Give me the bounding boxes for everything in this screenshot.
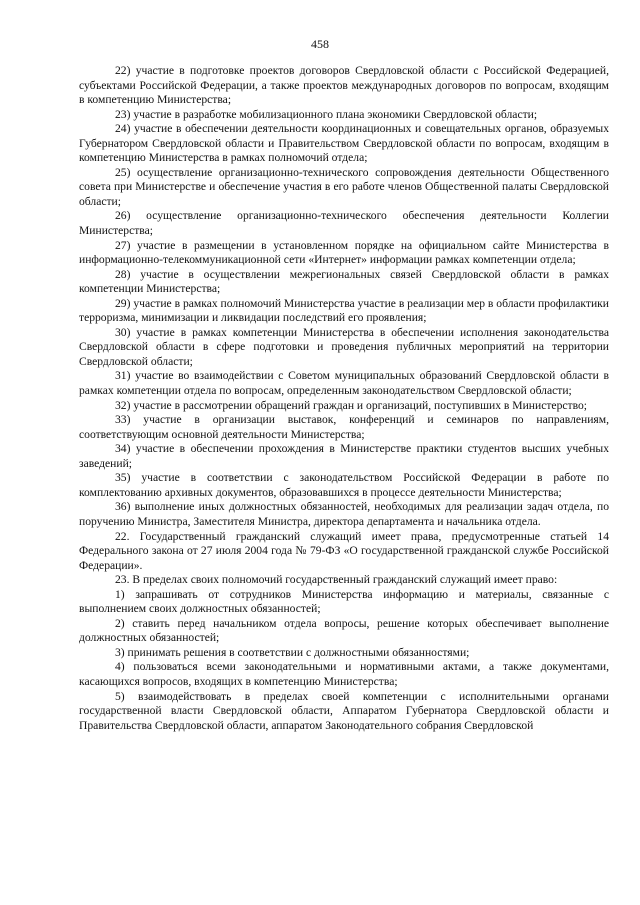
paragraph-item-27: 27) участие в размещении в установленном порядке на официальном сайте Министерства в информационно-телекоммуникационной сети «Интернет» информации рамках компетенции отдела; xyxy=(79,238,609,267)
paragraph-item-25: 25) осуществление организационно-технического сопровождения деятельности Общественного совета при Министерстве и обеспечение участия в его работе членов Общественной палаты Свердловской области; xyxy=(79,165,609,208)
paragraph-item-28: 28) участие в осуществлении межрегиональных связей Свердловской области в рамках компетенции Министерства; xyxy=(79,267,609,296)
paragraph-item-30: 30) участие в рамках компетенции Министерства в обеспечении исполнения законодательства Свердловской области в сфере подготовки и проведения публичных мероприятий на территории Свердловской области; xyxy=(79,325,609,368)
paragraph-item-31: 31) участие во взаимодействии с Советом муниципальных образований Свердловской области в рамках компетенции отдела по вопросам, определенным законодательством Свердловской области; xyxy=(79,369,609,398)
paragraph-item-24: 24) участие в обеспечении деятельности координационных и совещательных органов, образуемых Губернатором Свердловской области и Правительством Свердловской области по вопросам, входящим в компетенцию Министерства в рамках полномочий отдела; xyxy=(79,122,609,165)
paragraph-item-23: 23) участие в разработке мобилизационного плана экономики Свердловской области; xyxy=(115,107,538,121)
paragraph-item-36: 36) выполнение иных должностных обязанностей, необходимых для реализации задач отдела, по поручению Министра, Заместителя Министра, директора департамента и начальника отдела. xyxy=(79,500,609,528)
document-body xyxy=(79,64,609,733)
right-item-5: 5) взаимодействовать в пределах своей компетенции с исполнительными органами государственной власти Свердловской области, Аппаратом Губернатора Свердловской области и Правительства Свердловской области, аппаратом Законодательного собрания Свердловской xyxy=(79,689,609,732)
page-number: 458 xyxy=(311,37,329,51)
paragraph-item-34: 34) участие в обеспечении прохождения в Министерстве практики студентов высших учебных заведений; xyxy=(79,442,609,470)
right-item-3: 3) принимать решения в соответствии с должностными обязанностями; xyxy=(115,645,470,659)
paragraph-item-35: 35) участие в соответствии с законодательством Российской Федерации в работе по комплектованию архивных документов, образовавшихся в процессе деятельности Министерства; xyxy=(79,471,609,499)
paragraph-item-29: 29) участие в рамках полномочий Министерства участие в реализации мер в области профилактики терроризма, минимизации и ликвидации последствий его проявления; xyxy=(79,296,609,325)
section-23-intro: 23. В пределах своих полномочий государственный гражданский служащий имеет право: xyxy=(115,573,558,587)
right-item-2: 2) ставить перед начальником отдела вопросы, решение которых обеспечивает выполнение должностных обязанностей; xyxy=(79,616,609,645)
section-22-rights: 22. Государственный гражданский служащий имеет права, предусмотренные статьей 14 Федерального закона от 27 июля 2004 года № 79-ФЗ «О государственной гражданской службе Российской Федерации». xyxy=(79,529,609,572)
paragraph-item-33: 33) участие в организации выставок, конференций и семинаров по направлениям, соответствующим основной деятельности Министерства; xyxy=(79,413,609,441)
right-item-1: 1) запрашивать от сотрудников Министерства информацию и материалы, связанные с выполнением своих должностных обязанностей; xyxy=(79,587,609,616)
right-item-4: 4) пользоваться всеми законодательными и нормативными актами, а также документами, касающихся вопросов, входящих в компетенцию Министерства; xyxy=(79,660,609,688)
paragraph-item-22: 22) участие в подготовке проектов договоров Свердловской области с Российской Федерацией, субъектами Российской Федерации, а также проектов международных договоров по вопросам, входящим в компетенцию Министерства; xyxy=(79,64,609,107)
paragraph-item-26: 26) осуществление организационно-технического обеспечения деятельности Коллегии Министерства; xyxy=(79,209,609,238)
paragraph-item-32: 32) участие в рассмотрении обращений граждан и организаций, поступивших в Министерство; xyxy=(115,398,587,412)
